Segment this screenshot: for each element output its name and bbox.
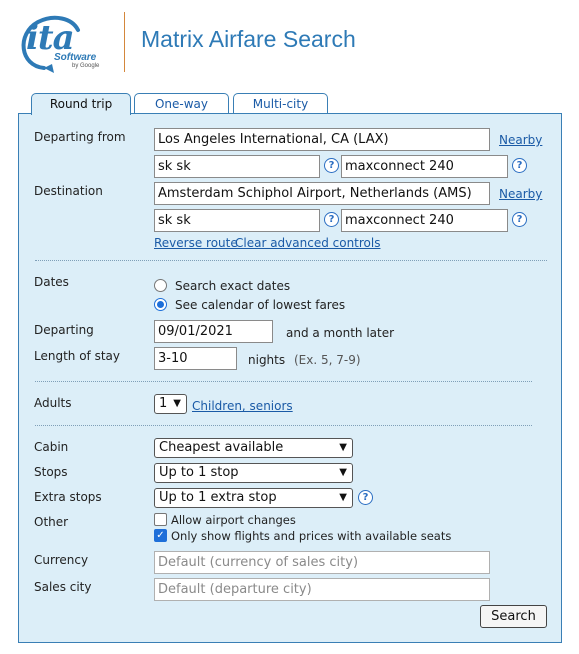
- calendar-label: See calendar of lowest fares: [175, 298, 346, 312]
- extra-stops-value: Up to 1 extra stop: [159, 490, 277, 505]
- currency-label: Currency: [34, 553, 89, 567]
- reverse-route-link[interactable]: Reverse route: [154, 236, 238, 250]
- logo-subtext: Software: [54, 52, 97, 63]
- extra-stops-label: Extra stops: [34, 490, 102, 504]
- destination-input[interactable]: Amsterdam Schiphol Airport, Netherlands (AMS): [154, 182, 490, 205]
- other-label: Other: [34, 515, 69, 529]
- airport-changes-checkbox[interactable]: [154, 513, 167, 526]
- section-divider: [35, 260, 547, 261]
- calendar-radio[interactable]: [154, 298, 167, 311]
- length-of-stay-input[interactable]: 3-10: [154, 347, 237, 370]
- available-seats-label: Only show flights and prices with available seats: [171, 529, 452, 543]
- chevron-down-icon: ▼: [339, 442, 347, 453]
- adults-label: Adults: [34, 396, 72, 410]
- extra-stops-select[interactable]: [154, 488, 353, 508]
- currency-input[interactable]: Default (currency of sales city): [154, 551, 490, 574]
- tab-round-trip[interactable]: Round trip: [31, 93, 131, 115]
- sales-city-label: Sales city: [34, 580, 92, 594]
- routing-help-icon[interactable]: ?: [324, 212, 339, 227]
- extra-stops-help-icon[interactable]: ?: [358, 490, 373, 505]
- adults-value: 1: [159, 396, 168, 411]
- chevron-down-icon: ▼: [173, 398, 181, 409]
- sales-city-input[interactable]: Default (departure city): [154, 578, 490, 601]
- cabin-select[interactable]: [154, 438, 353, 458]
- destination-label: Destination: [34, 184, 103, 198]
- adults-select[interactable]: [154, 394, 187, 414]
- page-title: Matrix Airfare Search: [141, 26, 356, 52]
- logo-byline: by Google: [72, 63, 100, 69]
- departing-from-input[interactable]: Los Angeles International, CA (LAX): [154, 128, 490, 151]
- exact-dates-label: Search exact dates: [175, 279, 291, 293]
- dates-label: Dates: [34, 275, 69, 289]
- extension-help-icon[interactable]: ?: [512, 158, 527, 173]
- departing-from-label: Departing from: [34, 130, 126, 144]
- section-divider: [35, 425, 532, 426]
- nights-label: nights: [248, 353, 286, 367]
- chevron-down-icon: ▼: [339, 492, 347, 503]
- routing-help-icon[interactable]: ?: [324, 158, 339, 173]
- cabin-label: Cabin: [34, 440, 69, 454]
- chevron-down-icon: ▼: [339, 467, 347, 478]
- stops-value: Up to 1 stop: [159, 465, 239, 480]
- stops-label: Stops: [34, 465, 68, 479]
- departing-nearby-link[interactable]: Nearby: [499, 133, 543, 147]
- exact-dates-radio[interactable]: [154, 279, 167, 292]
- search-button[interactable]: Search: [480, 605, 547, 628]
- destination-extension-input[interactable]: maxconnect 240: [341, 209, 508, 232]
- destination-routing-input[interactable]: sk sk: [154, 209, 320, 232]
- departing-extension-input[interactable]: maxconnect 240: [341, 155, 508, 178]
- airport-changes-label: Allow airport changes: [171, 513, 296, 527]
- departing-date-label: Departing: [34, 323, 94, 337]
- cabin-value: Cheapest available: [159, 440, 284, 455]
- available-seats-checkbox[interactable]: ✓: [154, 529, 167, 542]
- stops-select[interactable]: [154, 463, 353, 483]
- departing-routing-input[interactable]: sk sk: [154, 155, 320, 178]
- tab-multi-city[interactable]: Multi-city: [233, 93, 328, 113]
- length-of-stay-label: Length of stay: [34, 349, 120, 363]
- logo-text: ita: [26, 18, 74, 58]
- destination-nearby-link[interactable]: Nearby: [499, 187, 543, 201]
- departing-date-suffix: and a month later: [286, 326, 395, 340]
- stay-hint: (Ex. 5, 7-9): [294, 353, 361, 367]
- extension-help-icon[interactable]: ?: [512, 212, 527, 227]
- departing-date-input[interactable]: 09/01/2021: [154, 320, 273, 343]
- clear-advanced-link[interactable]: Clear advanced controls: [235, 236, 381, 250]
- section-divider: [35, 381, 532, 382]
- tab-one-way[interactable]: One-way: [134, 93, 229, 113]
- children-seniors-link[interactable]: Children, seniors: [192, 399, 293, 413]
